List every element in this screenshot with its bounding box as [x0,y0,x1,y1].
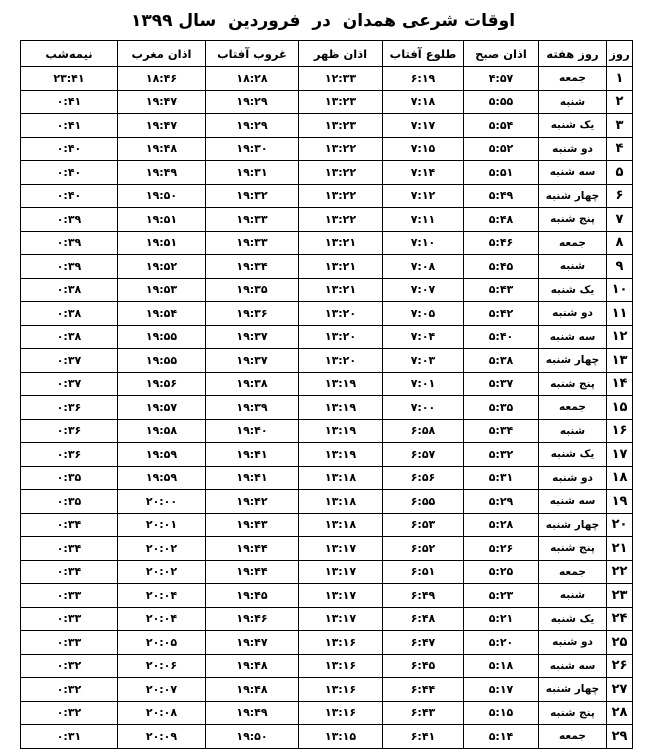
cell-maghrib: ۱۹:۵۰ [118,184,206,208]
cell-sunset: ۱۹:۴۸ [206,678,299,702]
cell-dhuhr: ۱۳:۱۷ [299,537,383,561]
cell-maghrib: ۱۹:۴۷ [118,114,206,138]
cell-dhuhr: ۱۳:۱۸ [299,466,383,490]
cell-maghrib: ۱۹:۵۹ [118,466,206,490]
cell-midnight: ۰:۴۱ [21,114,118,138]
cell-sunset: ۱۹:۲۹ [206,90,299,114]
cell-weekday: یک شنبه [539,443,607,467]
cell-dhuhr: ۱۳:۱۹ [299,419,383,443]
cell-sunrise: ۶:۵۱ [383,560,464,584]
cell-maghrib: ۲۰:۰۰ [118,490,206,514]
table-row [21,443,633,467]
cell-weekday: پنج شنبه [539,208,607,232]
table-row [21,349,633,373]
cell-weekday: دو شنبه [539,466,607,490]
cell-sunset: ۱۹:۴۲ [206,490,299,514]
cell-midnight: ۰:۳۸ [21,325,118,349]
cell-dhuhr: ۱۳:۱۸ [299,490,383,514]
cell-sunrise: ۶:۴۷ [383,631,464,655]
cell-sunset: ۱۹:۳۴ [206,255,299,279]
cell-fajr: ۵:۴۵ [464,255,539,279]
cell-weekday: سه شنبه [539,654,607,678]
cell-fajr: ۵:۱۵ [464,701,539,725]
cell-dhuhr: ۱۳:۱۶ [299,631,383,655]
cell-sunrise: ۷:۰۴ [383,325,464,349]
cell-sunset: ۱۹:۴۶ [206,607,299,631]
cell-sunset: ۱۹:۳۳ [206,208,299,232]
cell-sunset: ۱۹:۴۳ [206,513,299,537]
table-row [21,490,633,514]
cell-fajr: ۵:۳۱ [464,466,539,490]
cell-dhuhr: ۱۳:۱۶ [299,654,383,678]
cell-midnight: ۰:۳۵ [21,490,118,514]
cell-fajr: ۵:۲۱ [464,607,539,631]
table-row [21,607,633,631]
header-sunset: غروب آفتاب [206,41,299,67]
cell-midnight: ۰:۳۷ [21,372,118,396]
cell-sunrise: ۷:۱۱ [383,208,464,232]
cell-dhuhr: ۱۳:۲۲ [299,184,383,208]
header-midnight: نیمه‌شب [21,41,118,67]
cell-sunrise: ۶:۴۱ [383,725,464,749]
cell-fajr: ۵:۴۸ [464,208,539,232]
cell-fajr: ۵:۴۹ [464,184,539,208]
table-row [21,255,633,279]
cell-midnight: ۰:۳۴ [21,537,118,561]
cell-day: ۱۴ [607,372,633,396]
cell-midnight: ۰:۳۱ [21,725,118,749]
cell-weekday: شنبه [539,255,607,279]
header-maghrib: اذان مغرب [118,41,206,67]
cell-sunset: ۱۹:۴۹ [206,701,299,725]
cell-weekday: چهار شنبه [539,513,607,537]
cell-fajr: ۵:۱۷ [464,678,539,702]
cell-midnight: ۰:۳۸ [21,278,118,302]
cell-sunset: ۱۹:۴۴ [206,560,299,584]
cell-midnight: ۰:۴۰ [21,137,118,161]
cell-sunrise: ۶:۵۶ [383,466,464,490]
cell-midnight: ۰:۳۹ [21,255,118,279]
cell-midnight: ۰:۳۷ [21,349,118,373]
cell-weekday: سه شنبه [539,161,607,185]
cell-sunset: ۱۹:۳۲ [206,184,299,208]
table-row [21,678,633,702]
cell-day: ۲۷ [607,678,633,702]
cell-sunset: ۱۸:۲۸ [206,67,299,91]
cell-sunrise: ۶:۵۲ [383,537,464,561]
cell-sunset: ۱۹:۳۷ [206,349,299,373]
cell-dhuhr: ۱۳:۲۰ [299,325,383,349]
cell-sunrise: ۷:۱۵ [383,137,464,161]
cell-fajr: ۵:۱۸ [464,654,539,678]
cell-sunrise: ۶:۵۳ [383,513,464,537]
header-day: روز [607,41,633,67]
cell-sunset: ۱۹:۴۱ [206,466,299,490]
table-row [21,302,633,326]
cell-weekday: چهار شنبه [539,349,607,373]
cell-sunrise: ۶:۱۹ [383,67,464,91]
table-row [21,184,633,208]
cell-maghrib: ۲۰:۰۵ [118,631,206,655]
cell-sunrise: ۷:۰۳ [383,349,464,373]
cell-midnight: ۰:۳۹ [21,208,118,232]
cell-fajr: ۵:۳۵ [464,396,539,420]
cell-day: ۶ [607,184,633,208]
header-weekday: روز هفته [539,41,607,67]
cell-sunrise: ۶:۵۸ [383,419,464,443]
cell-sunset: ۱۹:۴۴ [206,537,299,561]
prayer-times-table [20,40,633,749]
cell-weekday: شنبه [539,90,607,114]
cell-day: ۱۸ [607,466,633,490]
cell-maghrib: ۲۰:۰۲ [118,560,206,584]
table-row [21,466,633,490]
cell-dhuhr: ۱۳:۱۶ [299,678,383,702]
cell-fajr: ۵:۴۲ [464,302,539,326]
cell-dhuhr: ۱۳:۲۱ [299,255,383,279]
cell-sunset: ۱۹:۳۷ [206,325,299,349]
cell-dhuhr: ۱۳:۱۹ [299,443,383,467]
cell-sunrise: ۷:۱۸ [383,90,464,114]
cell-midnight: ۰:۳۸ [21,302,118,326]
cell-dhuhr: ۱۳:۱۷ [299,584,383,608]
table-row [21,537,633,561]
cell-fajr: ۵:۲۶ [464,537,539,561]
cell-sunset: ۱۹:۴۱ [206,443,299,467]
table-row [21,278,633,302]
cell-dhuhr: ۱۳:۱۶ [299,701,383,725]
cell-weekday: پنج شنبه [539,701,607,725]
cell-sunset: ۱۹:۳۳ [206,231,299,255]
cell-weekday: جمعه [539,396,607,420]
cell-weekday: پنج شنبه [539,537,607,561]
table-row [21,325,633,349]
cell-sunset: ۱۹:۳۸ [206,372,299,396]
cell-fajr: ۵:۴۳ [464,278,539,302]
table-row [21,161,633,185]
cell-sunset: ۱۹:۳۰ [206,137,299,161]
cell-sunset: ۱۹:۳۶ [206,302,299,326]
page-title: اوقات شرعی همدان در فروردین سال ۱۳۹۹ [130,11,516,31]
cell-day: ۱۰ [607,278,633,302]
cell-fajr: ۵:۴۶ [464,231,539,255]
cell-day: ۱۵ [607,396,633,420]
cell-dhuhr: ۱۳:۲۰ [299,349,383,373]
cell-midnight: ۰:۳۶ [21,419,118,443]
cell-sunset: ۱۹:۴۷ [206,631,299,655]
cell-midnight: ۰:۴۰ [21,184,118,208]
cell-maghrib: ۱۹:۴۷ [118,90,206,114]
cell-midnight: ۰:۳۴ [21,560,118,584]
cell-sunrise: ۶:۵۷ [383,443,464,467]
cell-sunrise: ۷:۱۷ [383,114,464,138]
cell-weekday: جمعه [539,67,607,91]
cell-midnight: ۰:۳۲ [21,678,118,702]
cell-weekday: یک شنبه [539,278,607,302]
cell-sunset: ۱۹:۲۹ [206,114,299,138]
cell-weekday: سه شنبه [539,325,607,349]
table-row [21,396,633,420]
cell-day: ۲۱ [607,537,633,561]
cell-maghrib: ۲۰:۰۱ [118,513,206,537]
cell-day: ۲۶ [607,654,633,678]
cell-maghrib: ۲۰:۰۶ [118,654,206,678]
cell-weekday: جمعه [539,231,607,255]
cell-sunset: ۱۹:۳۱ [206,161,299,185]
table-row [21,654,633,678]
table-header-row [21,41,633,67]
table-row [21,631,633,655]
cell-dhuhr: ۱۳:۱۸ [299,513,383,537]
cell-dhuhr: ۱۳:۱۹ [299,396,383,420]
cell-day: ۱۶ [607,419,633,443]
cell-sunrise: ۷:۰۸ [383,255,464,279]
table-row [21,372,633,396]
cell-day: ۱۹ [607,490,633,514]
cell-maghrib: ۱۹:۵۹ [118,443,206,467]
cell-fajr: ۵:۳۸ [464,349,539,373]
cell-maghrib: ۱۹:۵۴ [118,302,206,326]
cell-maghrib: ۲۰:۰۹ [118,725,206,749]
cell-day: ۲۳ [607,584,633,608]
cell-dhuhr: ۱۳:۲۲ [299,161,383,185]
cell-dhuhr: ۱۳:۲۰ [299,302,383,326]
cell-fajr: ۵:۱۴ [464,725,539,749]
cell-fajr: ۵:۳۴ [464,419,539,443]
cell-day: ۲۰ [607,513,633,537]
cell-weekday: دو شنبه [539,302,607,326]
cell-day: ۱۷ [607,443,633,467]
cell-maghrib: ۱۹:۴۹ [118,161,206,185]
cell-midnight: ۰:۳۳ [21,607,118,631]
cell-weekday: جمعه [539,725,607,749]
cell-sunset: ۱۹:۳۹ [206,396,299,420]
table-row [21,231,633,255]
cell-weekday: یک شنبه [539,114,607,138]
table-row [21,114,633,138]
cell-sunrise: ۶:۴۵ [383,654,464,678]
cell-weekday: چهار شنبه [539,184,607,208]
cell-day: ۸ [607,231,633,255]
cell-weekday: سه شنبه [539,490,607,514]
cell-weekday: یک شنبه [539,607,607,631]
cell-midnight: ۰:۳۴ [21,513,118,537]
cell-day: ۱۱ [607,302,633,326]
cell-sunrise: ۷:۰۰ [383,396,464,420]
cell-day: ۹ [607,255,633,279]
table-row [21,701,633,725]
cell-dhuhr: ۱۲:۳۳ [299,67,383,91]
cell-fajr: ۵:۲۹ [464,490,539,514]
cell-maghrib: ۲۰:۰۷ [118,678,206,702]
cell-day: ۲۴ [607,607,633,631]
cell-midnight: ۰:۳۶ [21,396,118,420]
header-dhuhr: اذان ظهر [299,41,383,67]
table-row [21,419,633,443]
cell-fajr: ۵:۳۲ [464,443,539,467]
cell-sunrise: ۶:۴۸ [383,607,464,631]
cell-dhuhr: ۱۳:۱۷ [299,607,383,631]
cell-dhuhr: ۱۳:۲۲ [299,208,383,232]
cell-day: ۳ [607,114,633,138]
cell-weekday: چهار شنبه [539,678,607,702]
cell-fajr: ۵:۵۱ [464,161,539,185]
cell-fajr: ۵:۲۸ [464,513,539,537]
table-row [21,560,633,584]
cell-sunrise: ۶:۴۴ [383,678,464,702]
table-row [21,725,633,749]
cell-maghrib: ۱۹:۵۷ [118,396,206,420]
cell-fajr: ۵:۳۷ [464,372,539,396]
cell-midnight: ۰:۳۵ [21,466,118,490]
cell-sunset: ۱۹:۴۰ [206,419,299,443]
cell-midnight: ۰:۳۶ [21,443,118,467]
cell-day: ۱۲ [607,325,633,349]
cell-day: ۱۳ [607,349,633,373]
cell-fajr: ۵:۵۵ [464,90,539,114]
cell-maghrib: ۲۰:۰۸ [118,701,206,725]
cell-sunrise: ۷:۱۴ [383,161,464,185]
cell-maghrib: ۲۰:۰۴ [118,584,206,608]
cell-dhuhr: ۱۳:۱۹ [299,372,383,396]
cell-weekday: جمعه [539,560,607,584]
cell-day: ۱ [607,67,633,91]
cell-sunrise: ۷:۰۷ [383,278,464,302]
cell-fajr: ۵:۵۴ [464,114,539,138]
cell-midnight: ۰:۳۳ [21,584,118,608]
cell-maghrib: ۲۰:۰۴ [118,607,206,631]
cell-midnight: ۰:۳۳ [21,631,118,655]
cell-sunrise: ۶:۵۵ [383,490,464,514]
table-body [21,67,633,749]
cell-sunrise: ۶:۴۳ [383,701,464,725]
cell-dhuhr: ۱۳:۲۱ [299,278,383,302]
cell-day: ۲ [607,90,633,114]
cell-dhuhr: ۱۳:۲۳ [299,90,383,114]
cell-maghrib: ۱۹:۵۲ [118,255,206,279]
cell-dhuhr: ۱۳:۲۳ [299,114,383,138]
cell-dhuhr: ۱۳:۱۷ [299,560,383,584]
cell-weekday: شنبه [539,584,607,608]
table-row [21,208,633,232]
cell-maghrib: ۱۹:۵۱ [118,231,206,255]
cell-dhuhr: ۱۳:۲۲ [299,137,383,161]
cell-maghrib: ۲۰:۰۲ [118,537,206,561]
cell-day: ۲۸ [607,701,633,725]
cell-fajr: ۵:۴۰ [464,325,539,349]
table-row [21,137,633,161]
cell-fajr: ۵:۵۲ [464,137,539,161]
cell-midnight: ۰:۳۹ [21,231,118,255]
cell-maghrib: ۱۹:۵۵ [118,325,206,349]
cell-fajr: ۵:۲۵ [464,560,539,584]
cell-day: ۲۹ [607,725,633,749]
cell-sunset: ۱۹:۴۵ [206,584,299,608]
cell-maghrib: ۱۹:۵۳ [118,278,206,302]
cell-dhuhr: ۱۳:۲۱ [299,231,383,255]
cell-sunrise: ۷:۱۲ [383,184,464,208]
cell-sunrise: ۷:۰۱ [383,372,464,396]
cell-day: ۷ [607,208,633,232]
cell-weekday: دو شنبه [539,137,607,161]
cell-midnight: ۰:۴۰ [21,161,118,185]
cell-midnight: ۰:۳۲ [21,654,118,678]
cell-sunrise: ۶:۴۹ [383,584,464,608]
cell-day: ۵ [607,161,633,185]
cell-day: ۲۵ [607,631,633,655]
header-fajr: اذان صبح [464,41,539,67]
cell-midnight: ۰:۴۱ [21,90,118,114]
cell-maghrib: ۱۹:۴۸ [118,137,206,161]
cell-maghrib: ۱۹:۵۱ [118,208,206,232]
cell-sunset: ۱۹:۳۵ [206,278,299,302]
table-row [21,584,633,608]
cell-midnight: ۲۳:۴۱ [21,67,118,91]
cell-sunrise: ۷:۰۵ [383,302,464,326]
cell-day: ۴ [607,137,633,161]
header-sunrise: طلوع آفتاب [383,41,464,67]
cell-weekday: شنبه [539,419,607,443]
cell-sunset: ۱۹:۴۸ [206,654,299,678]
cell-maghrib: ۱۹:۵۸ [118,419,206,443]
cell-weekday: دو شنبه [539,631,607,655]
table-row [21,90,633,114]
table-row [21,513,633,537]
cell-maghrib: ۱۸:۴۶ [118,67,206,91]
cell-midnight: ۰:۳۲ [21,701,118,725]
cell-weekday: پنج شنبه [539,372,607,396]
cell-maghrib: ۱۹:۵۵ [118,349,206,373]
cell-fajr: ۵:۲۳ [464,584,539,608]
cell-fajr: ۵:۲۰ [464,631,539,655]
cell-day: ۲۲ [607,560,633,584]
cell-sunset: ۱۹:۵۰ [206,725,299,749]
cell-fajr: ۴:۵۷ [464,67,539,91]
cell-dhuhr: ۱۳:۱۵ [299,725,383,749]
cell-maghrib: ۱۹:۵۶ [118,372,206,396]
cell-sunrise: ۷:۱۰ [383,231,464,255]
table-row [21,67,633,91]
